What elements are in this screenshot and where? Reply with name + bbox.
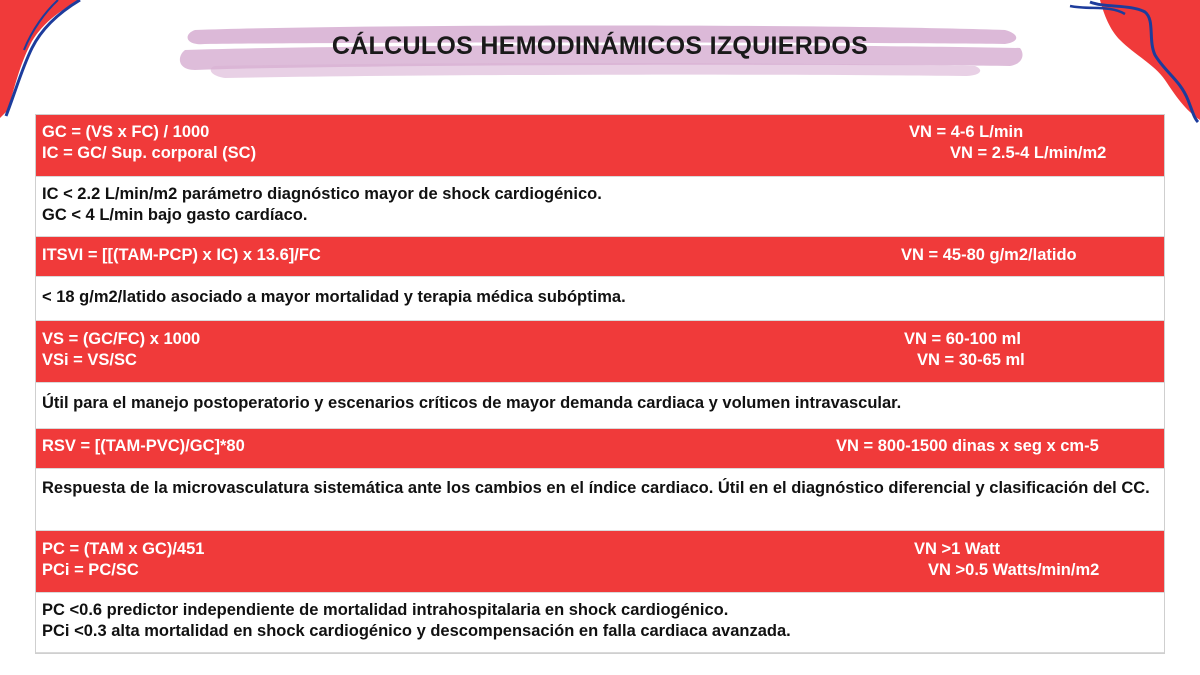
hemodynamic-table bbox=[35, 114, 1165, 654]
formula-text: GC = (VS x FC) / 1000 bbox=[42, 123, 210, 141]
note-text: Respuesta de la microvasculatura sistemática ante los cambios en el índice cardiaco. Útil en el diagnóstico diferencial y clasificación del CC. bbox=[42, 479, 1150, 497]
note-text: IC < 2.2 L/min/m2 parámetro diagnóstico mayor de shock cardiogénico. bbox=[42, 185, 602, 203]
normal-value: VN >1 Watt bbox=[914, 540, 1001, 558]
formula-text: VSi = VS/SC bbox=[42, 351, 137, 369]
note-row-rsv bbox=[36, 468, 1164, 531]
note-text: < 18 g/m2/latido asociado a mayor mortalidad y terapia médica subóptima. bbox=[42, 288, 626, 306]
page-title: CÁLCULOS HEMODINÁMICOS IZQUIERDOS bbox=[331, 32, 869, 60]
normal-value: VN = 45-80 g/m2/latido bbox=[901, 246, 1077, 264]
note-text: PC <0.6 predictor independiente de mortalidad intrahospitalaria en shock cardiogénico. bbox=[42, 601, 729, 619]
formula-text: PC = (TAM x GC)/451 bbox=[42, 540, 205, 558]
formula-text: VS = (GC/FC) x 1000 bbox=[42, 330, 201, 348]
note-row-pc bbox=[36, 592, 1164, 653]
note-text: GC < 4 L/min bajo gasto cardíaco. bbox=[42, 206, 308, 224]
corner-decoration-left bbox=[0, 0, 90, 120]
note-row-itsvi bbox=[36, 276, 1164, 321]
formula-text: RSV = [(TAM-PVC)/GC]*80 bbox=[42, 437, 245, 455]
formula-text: ITSVI = [[(TAM-PCP) x IC) x 13.6]/FC bbox=[42, 246, 321, 264]
formula-row-rsv bbox=[36, 429, 1164, 468]
formula-row-vs bbox=[36, 321, 1164, 382]
title-banner bbox=[175, 20, 1025, 80]
normal-value: VN = 60-100 ml bbox=[904, 330, 1021, 348]
corner-decoration-right bbox=[1060, 0, 1200, 125]
formula-row-gc bbox=[36, 115, 1164, 176]
formula-row-itsvi bbox=[36, 237, 1164, 276]
formula-row-pc bbox=[36, 531, 1164, 592]
note-text: Útil para el manejo postoperatorio y escenarios críticos de mayor demanda cardiaca y volumen intravascular. bbox=[42, 394, 902, 412]
note-text: PCi <0.3 alta mortalidad en shock cardiogénico y descompensación en falla cardiaca avanzada. bbox=[42, 622, 791, 640]
formula-text: IC = GC/ Sup. corporal (SC) bbox=[42, 144, 257, 162]
normal-value: VN = 30-65 ml bbox=[917, 351, 1025, 369]
formula-text: PCi = PC/SC bbox=[42, 561, 139, 579]
normal-value: VN = 2.5-4 L/min/m2 bbox=[950, 144, 1107, 162]
normal-value: VN = 800-1500 dinas x seg x cm-5 bbox=[836, 437, 1099, 455]
normal-value: VN = 4-6 L/min bbox=[909, 123, 1024, 141]
note-row-vs bbox=[36, 382, 1164, 429]
note-row-gc bbox=[36, 176, 1164, 237]
normal-value: VN >0.5 Watts/min/m2 bbox=[928, 561, 1100, 579]
